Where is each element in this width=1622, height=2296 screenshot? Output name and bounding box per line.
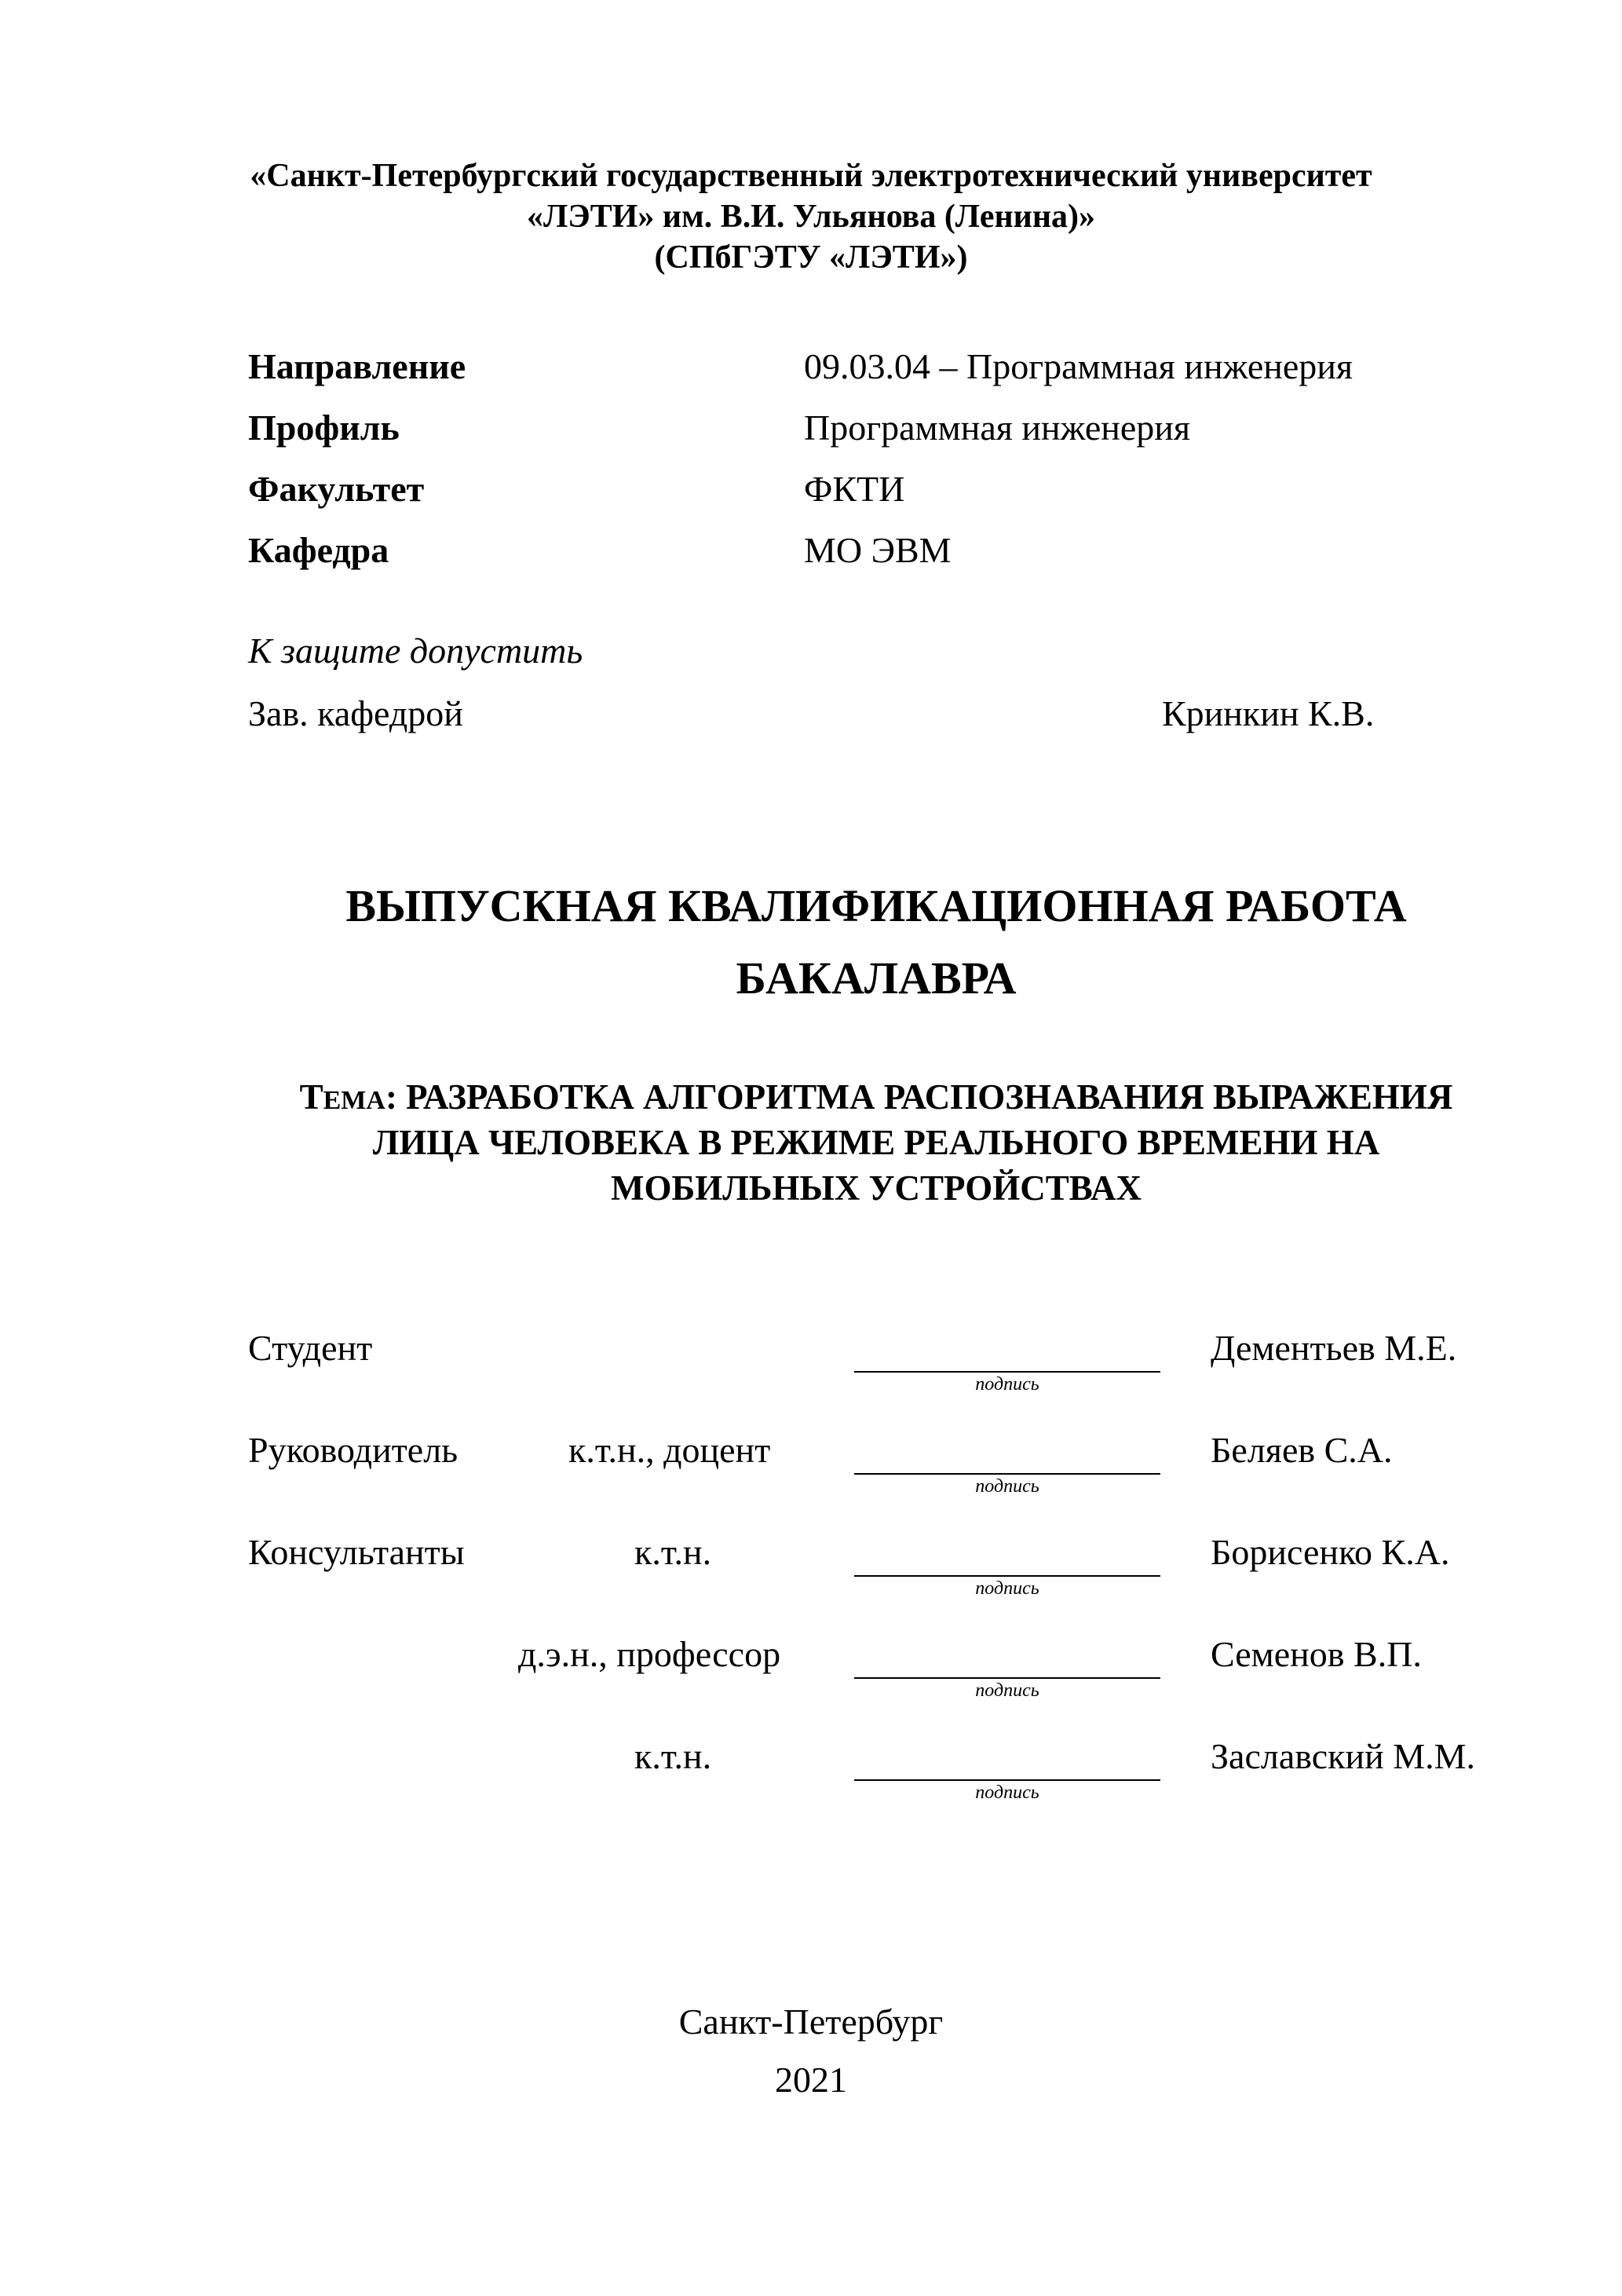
signature-line (854, 1575, 1160, 1577)
head-of-department-label: Зав. кафедрой (248, 693, 463, 733)
profile-value: Программная инженерия (804, 408, 1191, 448)
university-abbreviation: (СПбГЭТУ «ЛЭТИ») (654, 239, 968, 276)
topic-line3: МОБИЛЬНЫХ УСТРОЙСТВАХ (611, 1168, 1142, 1208)
signature-line (854, 1677, 1160, 1679)
signature-caption: подпись (975, 1476, 1039, 1497)
direction-value: 09.03.04 – Программная инженерия (804, 346, 1353, 386)
department-label: Кафедра (248, 530, 389, 570)
university-name-line2: «ЛЭТИ» им. В.И. Ульянова (Ленина)» (526, 199, 1096, 235)
student-name: Дементьев М.Е. (1211, 1328, 1457, 1368)
faculty-label: Факультет (248, 469, 425, 509)
consultant-degree: д.э.н., профессор (518, 1634, 781, 1674)
topic-prefix-first: Т (299, 1077, 323, 1117)
admit-to-defense: К защите допустить (248, 631, 583, 671)
city: Санкт-Петербург (678, 2002, 944, 2042)
year: 2021 (775, 2060, 847, 2100)
consultant-name: Заславский М.М. (1211, 1736, 1476, 1776)
direction-label: Направление (248, 346, 466, 386)
student-role: Студент (248, 1328, 373, 1368)
document-title-line2: БАКАЛАВРА (736, 952, 1017, 1004)
signature-caption: подпись (975, 1374, 1039, 1395)
document-title-line1: ВЫПУСКНАЯ КВАЛИФИКАЦИОННАЯ РАБОТА (345, 880, 1407, 931)
consultant-name: Борисенко К.А. (1211, 1532, 1450, 1572)
department-value: МО ЭВМ (804, 530, 952, 570)
head-of-department-name: Кринкин К.В. (1162, 693, 1375, 733)
consultant-degree: к.т.н. (634, 1532, 712, 1572)
signature-line (854, 1779, 1160, 1781)
consultant-degree: к.т.н. (634, 1736, 712, 1776)
topic-line1 (232, 1074, 1520, 1124)
topic-line1-text: : РАЗРАБОТКА АЛГОРИТМА РАСПОЗНАВАНИЯ ВЫРАЖЕНИЯ (385, 1077, 1453, 1117)
signature-caption: подпись (975, 1782, 1039, 1803)
signature-caption: подпись (975, 1578, 1039, 1599)
topic-prefix-rest: ЕМА (323, 1086, 385, 1115)
signature-line (854, 1473, 1160, 1475)
topic-line2: ЛИЦА ЧЕЛОВЕКА В РЕЖИМЕ РЕАЛЬНОГО ВРЕМЕНИ НА (372, 1123, 1380, 1162)
faculty-value: ФКТИ (804, 469, 905, 509)
consultant-name: Семенов В.П. (1211, 1634, 1422, 1674)
supervisor-degree: к.т.н., доцент (568, 1430, 771, 1470)
signature-caption: подпись (975, 1680, 1039, 1701)
profile-label: Профиль (248, 408, 400, 448)
consultants-role: Консультанты (248, 1532, 465, 1572)
signature-line (854, 1371, 1160, 1373)
supervisor-name: Беляев С.А. (1211, 1430, 1393, 1470)
university-name-line1: «Санкт-Петербургский государственный электротехнический университет (250, 158, 1372, 194)
supervisor-role: Руководитель (248, 1430, 458, 1470)
